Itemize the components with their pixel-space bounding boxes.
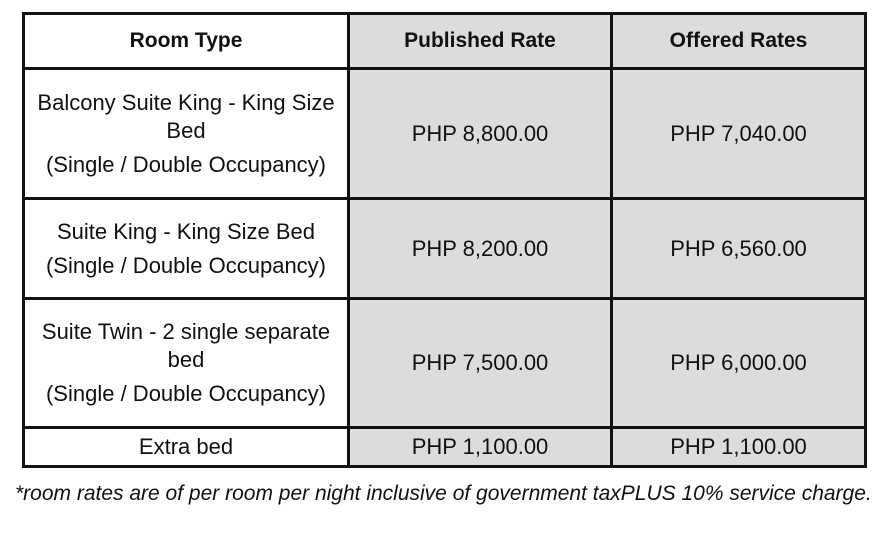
table-row <box>24 428 866 467</box>
footnote: *room rates are of per room per night inclusive of government taxPLUS 10% service charge. <box>15 482 872 505</box>
table-header-row <box>24 14 866 69</box>
room-type-cell <box>24 69 349 199</box>
offered-rate-cell: PHP 7,040.00 <box>612 69 866 199</box>
room-occupancy: (Single / Double Occupancy) <box>45 151 327 177</box>
table-row <box>24 299 866 428</box>
offered-rate-cell: PHP 1,100.00 <box>612 428 866 467</box>
room-type-name: Suite Twin - 2 single separate bed <box>41 319 331 372</box>
room-occupancy: (Single / Double Occupancy) <box>45 381 327 406</box>
rates-table-container <box>22 12 864 468</box>
room-type-name: Extra bed <box>138 434 234 459</box>
header-offered-rates: Offered Rates <box>612 14 866 69</box>
offered-rate-cell: PHP 6,000.00 <box>612 299 866 428</box>
room-type-name: Suite King - King Size Bed <box>56 218 316 244</box>
room-type-cell <box>24 428 349 467</box>
header-room-type: Room Type <box>24 14 349 69</box>
table-row <box>24 199 866 299</box>
published-rate-cell: PHP 8,200.00 <box>349 199 612 299</box>
room-type-cell <box>24 199 349 299</box>
room-type-name: Balcony Suite King - King Size Bed <box>37 89 335 143</box>
published-rate-cell: PHP 7,500.00 <box>349 299 612 428</box>
room-type-cell <box>24 299 349 428</box>
room-occupancy: (Single / Double Occupancy) <box>45 252 327 278</box>
header-published-rate: Published Rate <box>349 14 612 69</box>
published-rate-cell: PHP 8,800.00 <box>349 69 612 199</box>
published-rate-cell: PHP 1,100.00 <box>349 428 612 467</box>
offered-rate-cell: PHP 6,560.00 <box>612 199 866 299</box>
table-row <box>24 69 866 199</box>
room-rates-table <box>22 12 867 468</box>
